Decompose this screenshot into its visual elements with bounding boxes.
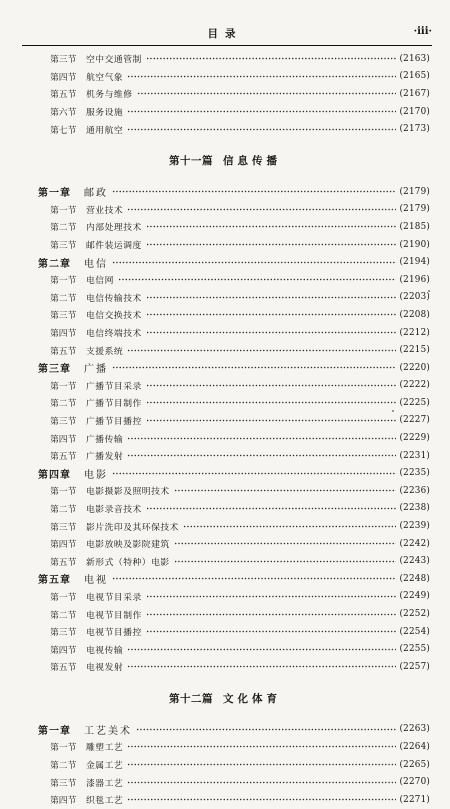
section-number: 第二节 xyxy=(50,610,77,621)
toc-chapter-entry xyxy=(0,359,450,377)
page-reference: (2222) xyxy=(399,380,430,391)
toc-section-entry xyxy=(0,324,450,342)
page-reference: (2235) xyxy=(399,468,430,479)
toc-chapter-entry xyxy=(0,570,450,588)
section-title: 航空气象 xyxy=(86,72,124,83)
toc-section-entry xyxy=(0,588,450,606)
page-reference: (2248) xyxy=(399,573,430,584)
dot-leader xyxy=(174,557,396,566)
page-reference: (2271) xyxy=(399,794,430,805)
dot-leader xyxy=(127,346,395,355)
table-of-contents xyxy=(0,50,450,809)
paper-speck xyxy=(392,410,394,412)
page-reference: (2215) xyxy=(399,345,430,356)
dot-leader xyxy=(127,107,395,116)
section-number: 第三节 xyxy=(50,416,77,427)
section-number: 第二节 xyxy=(50,399,77,410)
section-title: 广播节目制作 xyxy=(86,399,142,410)
dot-leader xyxy=(146,504,396,513)
part-heading xyxy=(0,138,450,183)
toc-section-entry xyxy=(0,623,450,641)
dot-leader xyxy=(127,434,395,443)
section-title: 广播传输 xyxy=(86,434,124,445)
page-reference: (2179) xyxy=(399,186,430,197)
page-reference: (2242) xyxy=(399,538,430,549)
toc-chapter-entry xyxy=(0,253,450,271)
dot-leader xyxy=(146,416,396,425)
chapter-title: 邮政 xyxy=(84,188,108,200)
paper-speck xyxy=(428,290,430,292)
page-reference: (2257) xyxy=(399,661,430,672)
toc-section-entry xyxy=(0,306,450,324)
section-number: 第五节 xyxy=(50,452,77,463)
toc-section-entry xyxy=(0,756,450,774)
section-title: 织毯工艺 xyxy=(86,796,124,807)
dot-leader xyxy=(146,627,396,636)
page-reference: (2254) xyxy=(399,626,430,637)
page-reference: (2163) xyxy=(399,53,430,64)
section-title: 电信传输技术 xyxy=(86,293,142,304)
section-number: 第四节 xyxy=(50,540,77,551)
page-reference: (2238) xyxy=(399,503,430,514)
dot-leader xyxy=(146,328,396,337)
section-title: 电视节目采录 xyxy=(86,592,142,603)
section-number: 第五节 xyxy=(50,90,77,101)
dot-leader xyxy=(146,381,396,390)
section-number: 第一节 xyxy=(50,592,77,603)
section-number: 第四节 xyxy=(50,72,77,83)
section-number: 第四节 xyxy=(50,645,77,656)
part-number: 第十一篇 xyxy=(169,154,213,167)
dot-leader xyxy=(127,451,395,460)
section-number: 第三节 xyxy=(50,778,77,789)
dot-leader xyxy=(136,725,396,734)
page-reference: (2167) xyxy=(399,88,430,99)
section-title: 空中交通管制 xyxy=(86,55,142,66)
toc-section-entry xyxy=(0,341,450,359)
page-reference: (2270) xyxy=(399,777,430,788)
page-reference: (2264) xyxy=(399,741,430,752)
section-number: 第六节 xyxy=(50,108,77,119)
page-reference: (2229) xyxy=(399,433,430,444)
section-number: 第四节 xyxy=(50,329,77,340)
page-reference: (2194) xyxy=(399,257,430,268)
dot-leader xyxy=(183,522,396,531)
section-number: 第一节 xyxy=(50,381,77,392)
dot-leader xyxy=(127,72,395,81)
chapter-title: 电信 xyxy=(84,258,108,270)
dot-leader xyxy=(127,125,395,134)
section-number: 第三节 xyxy=(50,241,77,252)
section-number: 第二节 xyxy=(50,223,77,234)
section-number: 第五节 xyxy=(50,346,77,357)
toc-section-entry xyxy=(0,535,450,553)
page-reference: (2203) xyxy=(399,292,430,303)
section-title: 电信网 xyxy=(86,276,114,287)
page-reference: (2179) xyxy=(399,204,430,215)
toc-section-entry xyxy=(0,500,450,518)
dot-leader xyxy=(146,592,396,601)
page-header xyxy=(0,26,450,40)
page-reference: (2239) xyxy=(399,521,430,532)
section-number: 第二节 xyxy=(50,293,77,304)
dot-leader xyxy=(127,760,395,769)
page-reference: (2212) xyxy=(399,327,430,338)
dot-leader xyxy=(127,795,395,804)
chapter-title: 广播 xyxy=(84,364,108,376)
chapter-title: 工艺美术 xyxy=(84,725,132,737)
section-number: 第四节 xyxy=(50,434,77,445)
section-number: 第一节 xyxy=(50,487,77,498)
dot-leader xyxy=(118,275,396,284)
section-title: 雕塑工艺 xyxy=(86,743,124,754)
section-number: 第二节 xyxy=(50,504,77,515)
section-title: 电影摄影及照明技术 xyxy=(86,487,170,498)
chapter-number: 第一章 xyxy=(38,188,71,200)
toc-section-entry xyxy=(0,289,450,307)
toc-section-entry xyxy=(0,68,450,86)
dot-leader xyxy=(137,89,396,98)
toc-section-entry xyxy=(0,236,450,254)
dot-leader xyxy=(112,258,396,267)
section-title: 电影录音技术 xyxy=(86,504,142,515)
section-number: 第四节 xyxy=(50,796,77,807)
section-number: 第一节 xyxy=(50,205,77,216)
page-reference: (2263) xyxy=(399,724,430,735)
page-reference: (2196) xyxy=(399,274,430,285)
toc-chapter-entry xyxy=(0,464,450,482)
page-reference: (2190) xyxy=(399,239,430,250)
section-number: 第三节 xyxy=(50,628,77,639)
section-title: 影片洗印及其环保技术 xyxy=(86,522,179,533)
section-title: 广播发射 xyxy=(86,452,124,463)
chapter-title: 电视 xyxy=(84,575,108,587)
dot-leader xyxy=(127,742,395,751)
toc-section-entry xyxy=(0,640,450,658)
toc-section-entry xyxy=(0,50,450,68)
section-title: 机务与维修 xyxy=(86,90,133,101)
page-number: ·iii· xyxy=(413,26,432,37)
header-rule xyxy=(22,45,432,46)
toc-section-entry xyxy=(0,377,450,395)
dot-leader xyxy=(127,778,395,787)
page-reference: (2249) xyxy=(399,591,430,602)
page-reference: (2225) xyxy=(399,397,430,408)
dot-leader xyxy=(174,539,396,548)
section-number: 第三节 xyxy=(50,522,77,533)
section-title: 漆器工艺 xyxy=(86,778,124,789)
chapter-number: 第二章 xyxy=(38,258,71,270)
page-reference: (2185) xyxy=(399,221,430,232)
section-title: 电视节目制作 xyxy=(86,610,142,621)
page-reference: (2236) xyxy=(399,485,430,496)
page-reference: (2227) xyxy=(399,415,430,426)
dot-leader xyxy=(127,205,395,214)
dot-leader xyxy=(112,363,396,372)
chapter-number: 第三章 xyxy=(38,364,71,376)
toc-section-entry xyxy=(0,658,450,676)
page-reference: (2231) xyxy=(399,450,430,461)
dot-leader xyxy=(146,398,396,407)
section-title: 服务设施 xyxy=(86,108,124,119)
section-title: 广播节目播控 xyxy=(86,416,142,427)
section-title: 营业技术 xyxy=(86,205,124,216)
page-reference: (2252) xyxy=(399,609,430,620)
toc-section-entry xyxy=(0,201,450,219)
section-title: 广播节目采录 xyxy=(86,381,142,392)
page-reference: (2170) xyxy=(399,106,430,117)
toc-section-entry xyxy=(0,605,450,623)
dot-leader xyxy=(146,54,396,63)
dot-leader xyxy=(146,240,396,249)
toc-chapter-entry xyxy=(0,183,450,201)
section-title: 邮件装运调度 xyxy=(86,241,142,252)
toc-section-entry xyxy=(0,412,450,430)
toc-section-entry xyxy=(0,103,450,121)
section-number: 第七节 xyxy=(50,125,77,136)
toc-section-entry xyxy=(0,394,450,412)
section-number: 第三节 xyxy=(50,55,77,66)
toc-section-entry xyxy=(0,738,450,756)
section-title: 电视节目播控 xyxy=(86,628,142,639)
section-number: 第五节 xyxy=(50,557,77,568)
toc-section-entry xyxy=(0,120,450,138)
toc-section-entry xyxy=(0,447,450,465)
toc-section-entry xyxy=(0,271,450,289)
page-reference: (2265) xyxy=(399,759,430,770)
section-title: 金属工艺 xyxy=(86,761,124,772)
section-number: 第二节 xyxy=(50,761,77,772)
section-title: 电信终端技术 xyxy=(86,329,142,340)
page-reference: (2220) xyxy=(399,362,430,373)
dot-leader xyxy=(146,610,396,619)
section-title: 电视发射 xyxy=(86,663,124,674)
chapter-title: 电影 xyxy=(84,469,108,481)
page-reference: (2255) xyxy=(399,644,430,655)
toc-chapter-entry xyxy=(0,721,450,739)
toc-section-entry xyxy=(0,218,450,236)
chapter-number: 第四章 xyxy=(38,469,71,481)
toc-section-entry xyxy=(0,85,450,103)
section-number: 第一节 xyxy=(50,743,77,754)
section-number: 第三节 xyxy=(50,311,77,322)
dot-leader xyxy=(146,293,396,302)
page-reference: (2173) xyxy=(399,124,430,135)
part-heading xyxy=(0,676,450,721)
dot-leader xyxy=(127,662,395,671)
dot-leader xyxy=(127,645,395,654)
part-title: 文化体育 xyxy=(223,692,281,705)
chapter-number: 第一章 xyxy=(38,725,71,737)
toc-section-entry xyxy=(0,791,450,809)
dot-leader xyxy=(112,574,396,583)
toc-section-entry xyxy=(0,552,450,570)
section-title: 内部处理技术 xyxy=(86,223,142,234)
page-title: 目录 xyxy=(207,28,243,40)
dot-leader xyxy=(146,222,396,231)
section-title: 电视传输 xyxy=(86,645,124,656)
part-number: 第十二篇 xyxy=(169,692,213,705)
dot-leader xyxy=(112,187,396,196)
page-reference: (2165) xyxy=(399,71,430,82)
section-title: 电信交换技术 xyxy=(86,311,142,322)
section-number: 第一节 xyxy=(50,276,77,287)
dot-leader xyxy=(112,469,396,478)
page-reference: (2243) xyxy=(399,556,430,567)
section-title: 支援系统 xyxy=(86,346,124,357)
toc-section-entry xyxy=(0,773,450,791)
part-title: 信息传播 xyxy=(223,154,281,167)
page-reference: (2208) xyxy=(399,309,430,320)
toc-section-entry xyxy=(0,482,450,500)
dot-leader xyxy=(174,486,396,495)
section-title: 新形式（特种）电影 xyxy=(86,557,170,568)
chapter-number: 第五章 xyxy=(38,575,71,587)
section-number: 第五节 xyxy=(50,663,77,674)
dot-leader xyxy=(146,310,396,319)
toc-section-entry xyxy=(0,517,450,535)
section-title: 通用航空 xyxy=(86,125,124,136)
section-title: 电影放映及影院建筑 xyxy=(86,540,170,551)
toc-section-entry xyxy=(0,429,450,447)
